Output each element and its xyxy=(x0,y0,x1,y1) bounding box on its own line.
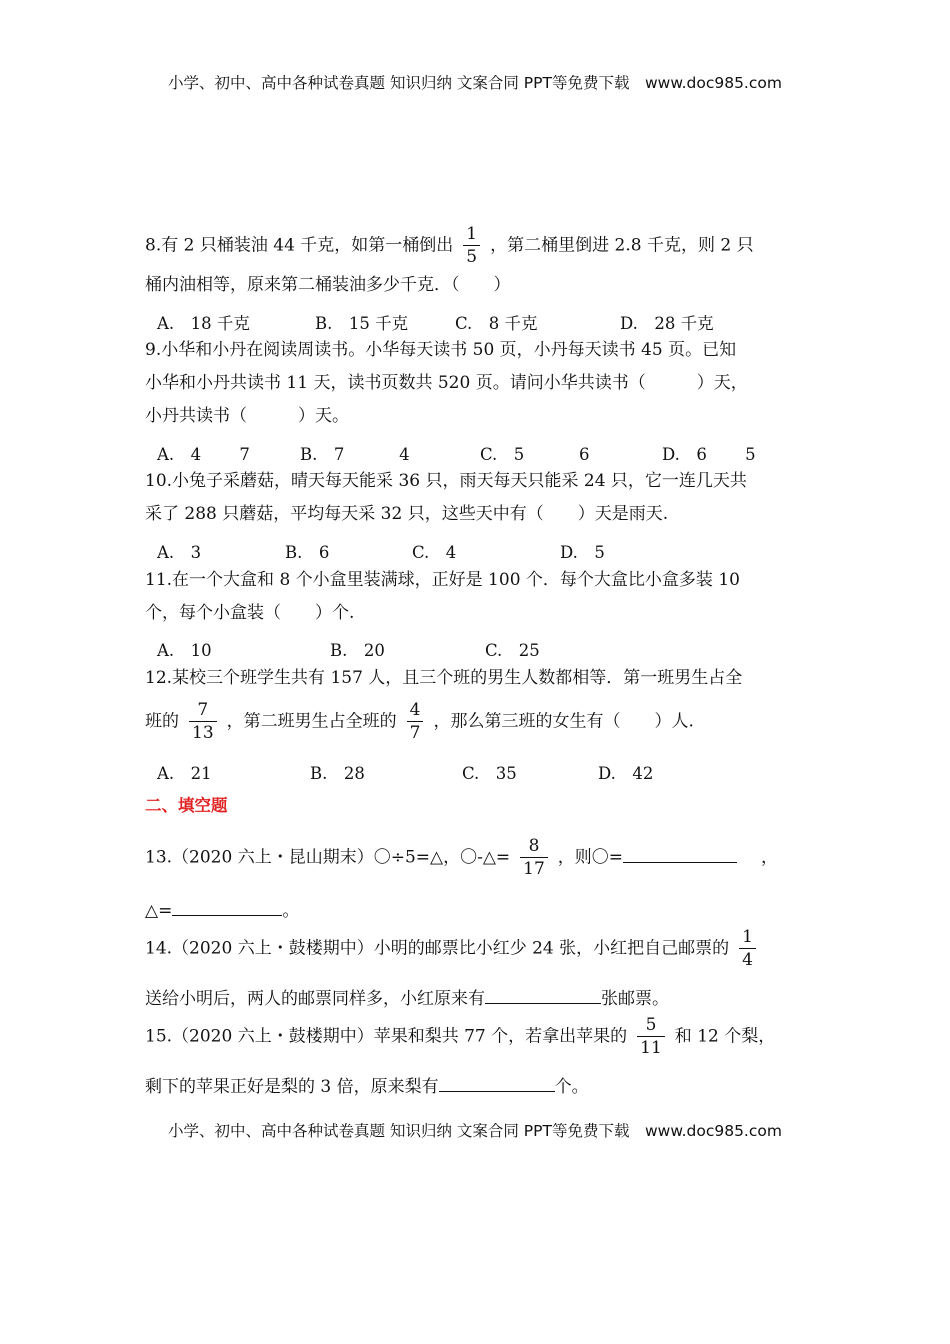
q11-option-a[interactable]: A. 10 xyxy=(157,641,212,660)
q15-text-a: 15.（2020 六上・鼓楼期中）苹果和梨共 77 个，若拿出苹果的 xyxy=(145,1026,628,1047)
question-11-line-1: 11.在一个大盒和 8 个小盒里装满球，正好是 100 个．每个大盒比小盒多装 10 xyxy=(145,570,740,590)
q8-text-b: ，第二桶里倒进 2.8 千克，则 2 只 xyxy=(490,235,754,256)
q10-option-b[interactable]: B. 6 xyxy=(285,543,330,562)
q15-answer-blank[interactable] xyxy=(439,1075,555,1092)
question-9-line-1: 9.小华和小丹在阅读周读书。小华每天读书 50 页，小丹每天读书 45 页。已知 xyxy=(145,340,737,360)
q10-option-a[interactable]: A. 3 xyxy=(157,543,202,562)
q9-option-c[interactable]: C. 5 6 xyxy=(480,445,590,464)
q13-answer-blank-triangle[interactable] xyxy=(172,899,282,916)
fraction-8-17: $\frac{8}{17}$ xyxy=(520,838,548,878)
page-header: 小学、初中、高中各种试卷真题 知识归纳 文案合同 PPT等免费下载 www.doc985.com xyxy=(168,74,782,92)
q15-text-c: 剩下的苹果正好是梨的 3 倍，原来梨有 xyxy=(145,1077,439,1097)
q12-text-a: 班的 xyxy=(145,711,179,732)
question-15-line-2 xyxy=(145,1075,589,1096)
question-11-line-2: 个，每个小盒装（ ）个. xyxy=(145,603,355,623)
question-13-line-1 xyxy=(145,838,778,878)
question-12-line-1: 12.某校三个班学生共有 157 人，且三个班的男生人数都相等．第一班男生占全 xyxy=(145,668,743,688)
q12-option-c[interactable]: C. 35 xyxy=(462,764,517,783)
q15-text-d: 个。 xyxy=(554,1077,589,1097)
q13-text-e: 。 xyxy=(282,901,300,921)
q12-option-a[interactable]: A. 21 xyxy=(157,764,212,783)
q14-text-a: 14.（2020 六上・鼓楼期中）小明的邮票比小红少 24 张，小红把自己邮票的 xyxy=(145,938,730,959)
q8-option-d[interactable]: D. 28 千克 xyxy=(620,314,714,333)
question-10-line-2: 采了 288 只蘑菇，平均每天采 32 只，这些天中有（ ）天是雨天. xyxy=(145,504,669,524)
question-15-line-1 xyxy=(145,1017,775,1057)
question-12-line-2 xyxy=(145,702,694,742)
q14-answer-blank[interactable] xyxy=(485,987,601,1004)
q10-option-d[interactable]: D. 5 xyxy=(560,543,605,562)
q9-option-a[interactable]: A. 4 7 xyxy=(157,445,250,464)
q11-option-c[interactable]: C. 25 xyxy=(485,641,540,660)
q12-option-b[interactable]: B. 28 xyxy=(310,764,365,783)
question-13-line-2 xyxy=(145,899,299,920)
fraction-7-13: $\frac{7}{13}$ xyxy=(189,702,217,742)
question-9-line-3: 小丹共读书（ ）天。 xyxy=(145,406,349,426)
q9-option-b[interactable]: B. 7 4 xyxy=(300,445,410,464)
q12-option-d[interactable]: D. 42 xyxy=(598,764,654,783)
question-9-line-2: 小华和小丹共读书 11 天，读书页数共 520 页。请问小华共读书（ ）天， xyxy=(145,373,748,393)
q8-option-c[interactable]: C. 8 千克 xyxy=(455,314,538,333)
q13-text-b: ，则〇= xyxy=(557,847,624,868)
q15-text-b: 和 12 个梨， xyxy=(674,1026,776,1047)
question-8-line-1 xyxy=(145,226,754,266)
fraction-1-4: $\frac{1}{4}$ xyxy=(739,929,756,969)
fraction-1-5: $\frac{1}{5}$ xyxy=(463,226,480,266)
fraction-4-7: $\frac{4}{7}$ xyxy=(407,702,424,742)
question-14-line-1 xyxy=(145,929,766,969)
question-14-line-2 xyxy=(145,987,669,1008)
fraction-5-11: $\frac{5}{11}$ xyxy=(637,1017,665,1057)
q13-answer-blank-circle[interactable] xyxy=(623,846,737,863)
page-footer: 小学、初中、高中各种试卷真题 知识归纳 文案合同 PPT等免费下载 www.doc985.com xyxy=(168,1122,782,1140)
question-8-line-2: 桶内油相等，原来第二桶装油多少千克．（ ） xyxy=(145,275,511,295)
section-title-fill-in: 二、填空题 xyxy=(145,796,228,815)
q14-text-b: 送给小明后，两人的邮票同样多，小红原来有 xyxy=(145,989,485,1009)
q8-text-a: 8.有 2 只桶装油 44 千克，如第一桶倒出 xyxy=(145,235,454,256)
question-10-line-1: 10.小兔子采蘑菇，晴天每天能采 36 只，雨天每天只能采 24 只，它一连几天共 xyxy=(145,471,747,491)
q12-text-c: ，那么第三班的女生有（ ）人. xyxy=(433,711,694,732)
q8-option-a[interactable]: A. 18 千克 xyxy=(157,314,250,333)
q8-option-b[interactable]: B. 15 千克 xyxy=(315,314,409,333)
q10-option-c[interactable]: C. 4 xyxy=(412,543,457,562)
q12-text-b: ，第二班男生占全班的 xyxy=(226,711,397,732)
q9-option-d[interactable]: D. 6 5 xyxy=(662,445,756,464)
q13-text-d: △= xyxy=(145,901,173,921)
q13-text-a: 13.（2020 六上・昆山期末）〇÷5=△，〇-△= xyxy=(145,847,511,868)
q11-option-b[interactable]: B. 20 xyxy=(330,641,385,660)
q14-text-c: 张邮票。 xyxy=(601,989,669,1009)
q13-text-c: ， xyxy=(761,847,779,868)
